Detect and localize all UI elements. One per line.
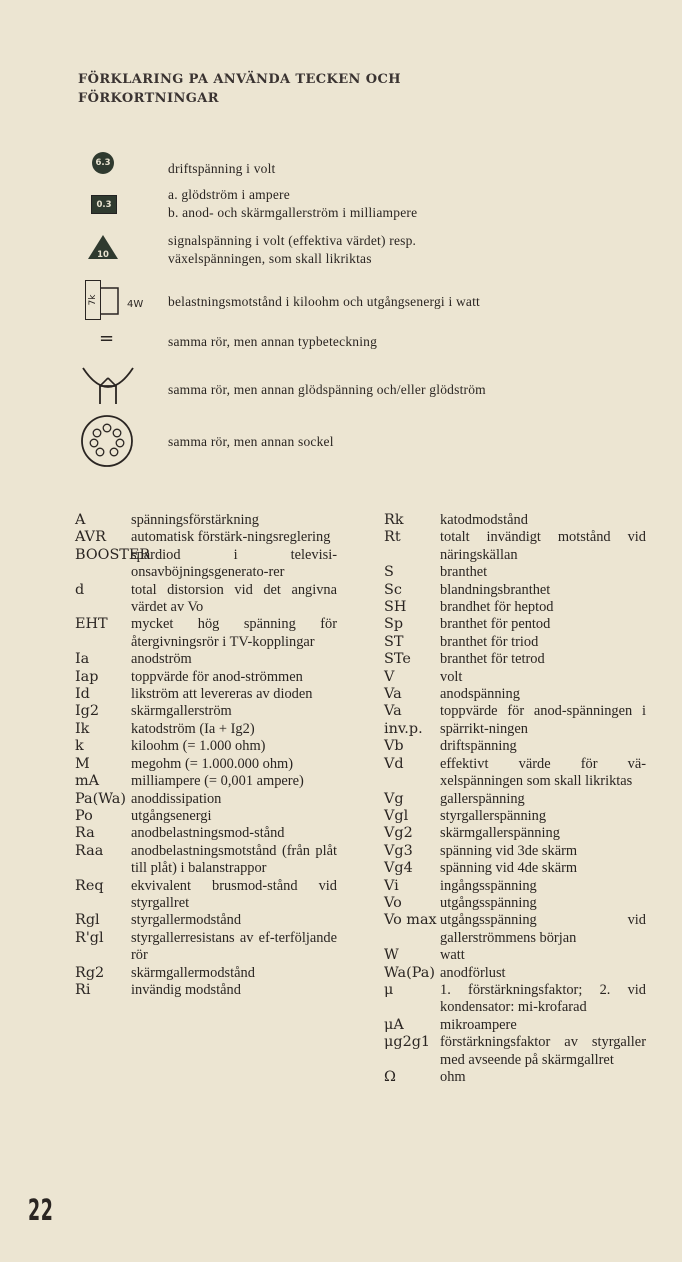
abbreviation-definition: spänningsförstärkning [131, 512, 259, 528]
abbreviation-entry [384, 1017, 646, 1034]
abbreviation-term: Vg [384, 790, 404, 807]
abbreviation-entry [384, 791, 646, 808]
abbreviation-term: Vo max [384, 912, 437, 929]
abbreviation-entry [75, 721, 337, 738]
tube-socket-icon [80, 414, 134, 468]
page-number: 22 [28, 1193, 54, 1227]
abbreviation-term: V [384, 668, 395, 685]
abbreviation-definition: branthet för tetrod [440, 651, 545, 668]
abbreviation-term: Rg2 [75, 964, 105, 981]
abbreviation-term: μ [384, 981, 394, 998]
abbreviation-definition: volt [440, 668, 463, 685]
abbreviation-column-right [384, 512, 646, 1086]
abbreviation-term: Vd [384, 755, 404, 772]
abbreviation-term: Vb [384, 738, 404, 755]
abbreviation-definition: megohm (= 1.000.000 ohm) [131, 755, 293, 772]
abbreviation-definition: invändig modstånd [131, 981, 241, 998]
abbreviation-definition: anodspänning [440, 686, 520, 703]
abbreviation-entry [384, 860, 646, 877]
abbreviation-entry [75, 965, 337, 982]
heading-line-1: FÖRKLARING PA ANVÄNDA TECKEN OCH [78, 72, 401, 87]
abbreviation-term: k [75, 738, 84, 755]
abbreviation-entry [384, 669, 646, 686]
equals-icon: = [99, 328, 115, 349]
abbreviation-term: Sp [384, 616, 404, 633]
legend-row-signal [0, 232, 682, 272]
badge-label: 0.3 [96, 199, 112, 210]
abbreviation-entry [384, 825, 646, 842]
abbreviation-definition: gallerspänning [440, 790, 525, 807]
abbreviation-definition: anodström [131, 651, 192, 668]
abbreviation-entry [75, 512, 337, 529]
abbreviation-term: Iap [75, 668, 99, 685]
abbreviation-definition: ekvivalent brusmod-stånd vid styrgallret [131, 877, 337, 911]
abbreviation-term: Rk [384, 512, 404, 528]
legend-text: samma rör, men annan typbeteckning [168, 334, 378, 349]
abbreviation-definition: katodmodstånd [440, 512, 528, 528]
abbreviation-entry [75, 651, 337, 668]
abbreviation-entry [75, 703, 337, 720]
abbreviation-entry [75, 669, 337, 686]
legend-text: driftspänning i volt [168, 161, 276, 176]
abbreviation-entry [384, 843, 646, 860]
badge-label: 6.3 [95, 158, 111, 168]
abbreviation-entry [75, 912, 337, 929]
heading-line-2: FÖRKORTNINGAR [78, 91, 219, 106]
abbreviation-entry [384, 756, 646, 791]
abbreviation-definition: spänning vid 4de skärm [440, 860, 578, 877]
abbreviation-entry [75, 878, 337, 913]
abbreviation-definition: toppvärde för anod-spänningen i spärrikt-ningen [440, 703, 646, 737]
abbreviation-term: Vo [384, 894, 402, 911]
abbreviation-term: ST [384, 633, 404, 650]
abbreviation-entry [384, 582, 646, 599]
abbreviation-term: Va inv.p. [384, 703, 423, 737]
legend-text: signalspänning i volt (effektiva värdet) resp. [168, 233, 417, 248]
abbreviation-term: Ri [75, 981, 91, 998]
abbreviation-term: mA [75, 773, 100, 790]
legend-row-glodstrom [0, 186, 682, 226]
abbreviation-entry [75, 808, 337, 825]
abbreviation-entry [75, 825, 337, 842]
abbreviation-definition: kiloohm (= 1.000 ohm) [131, 738, 266, 755]
abbreviation-definition: branthet för triod [440, 633, 539, 650]
abbreviation-definition: skärmgallerspänning [440, 825, 560, 842]
abbreviation-definition: likström att levereras av dioden [131, 686, 313, 703]
abbreviation-definition: skärmgallerström [131, 703, 232, 720]
abbreviation-term: Ig2 [75, 703, 100, 720]
abbreviation-definition: förstärkningsfaktor av styrgaller med avseende på skärmgallret [440, 1034, 646, 1068]
abbreviation-entry [384, 982, 646, 1017]
abbreviation-term: Ia [75, 651, 90, 668]
abbreviation-term: Req [75, 877, 104, 894]
abbreviation-definition: branthet [440, 564, 488, 581]
abbreviation-definition: utgångsenergi [131, 807, 212, 824]
abbreviation-definition: mikroampere [440, 1016, 517, 1033]
legend-text: a. glödström i ampere [168, 187, 290, 202]
abbreviation-entry [75, 547, 337, 582]
badge-label: 10 [97, 250, 109, 260]
abbreviation-entry [384, 808, 646, 825]
legend-row-driftspanning [0, 152, 682, 178]
abbreviation-term: A [75, 512, 86, 528]
abbreviation-term: STe [384, 651, 411, 668]
abbreviation-definition: milliampere (= 0,001 ampere) [131, 773, 304, 790]
abbreviation-term: μA [384, 1016, 404, 1033]
abbreviation-entry [384, 703, 646, 738]
legend-text: samma rör, men annan sockel [168, 434, 334, 449]
abbreviation-entry [75, 791, 337, 808]
abbreviation-definition: brandhet för heptod [440, 599, 554, 616]
abbreviation-term: EHT [75, 616, 108, 633]
abbreviation-definition: anodbelastningsmod-stånd [131, 825, 285, 842]
abbreviation-entry [384, 965, 646, 982]
abbreviation-term: Rt [384, 529, 401, 546]
abbreviation-term: Wa(Pa) [384, 964, 435, 981]
abbreviation-definition: skärmgallermodstånd [131, 964, 255, 981]
abbreviation-term: BOOSTER [75, 546, 151, 563]
abbreviation-definition: effektivt värde för vä-xelspänningen som skall likriktas [440, 755, 646, 790]
abbreviation-definition: driftspänning [440, 738, 517, 755]
legend-row-filament [0, 364, 682, 410]
abbreviation-entry [75, 843, 337, 878]
abbreviation-definition: anodförlust [440, 964, 506, 981]
abbreviation-entry [384, 564, 646, 581]
abbreviation-term: Po [75, 807, 93, 824]
abbreviation-definition: utgångsspänning vid gallerströmmens början [440, 912, 646, 946]
abbreviation-definition: automatisk förstärk-ningsreglering [131, 529, 331, 546]
abbreviation-entry [75, 773, 337, 790]
abbreviation-definition: ohm [440, 1069, 466, 1085]
page-heading [78, 70, 638, 108]
abbreviation-term: S [384, 564, 394, 581]
abbreviation-term: Vgl [384, 807, 409, 824]
abbreviation-term: Ra [75, 825, 95, 842]
abbreviation-entry [75, 982, 337, 999]
abbreviation-term: μg2g1 [384, 1034, 431, 1051]
abbreviation-term: W [384, 947, 399, 964]
abbreviation-term: Vg4 [384, 860, 413, 877]
abbreviation-definition: spardiod i televisi-onsavböjningsgenerato-rer [131, 546, 337, 581]
watt-label: 4W [127, 299, 144, 310]
abbreviation-entry [384, 947, 646, 964]
abbreviation-definition: utgångsspänning [440, 894, 537, 911]
abbreviation-entry [75, 529, 337, 546]
abbreviation-term: SH [384, 599, 407, 616]
abbreviation-term: M [75, 755, 90, 772]
legend-text: b. anod- och skärmgallerström i milliampere [168, 205, 418, 220]
abbreviation-term: Rgl [75, 912, 100, 929]
abbreviation-term: Va [384, 686, 402, 703]
abbreviation-term: Vi [384, 877, 399, 894]
badge-label: 7k [88, 294, 98, 306]
abbreviation-definition: mycket hög spänning för återgivningsrör i TV-kopplingar [131, 616, 337, 650]
signal-triangle-icon [88, 235, 118, 259]
abbreviation-definition: totalt invändigt motstånd vid näringskällan [440, 529, 646, 563]
resistor-lead-icon [98, 286, 130, 316]
abbreviation-entry [384, 895, 646, 912]
abbreviation-entry [384, 634, 646, 651]
abbreviation-entry [384, 1069, 646, 1086]
abbreviation-term: R'gl [75, 929, 104, 946]
abbreviation-term: Pa(Wa) [75, 790, 126, 807]
legend-row-resistor [0, 280, 682, 322]
abbreviation-definition: blandningsbranthet [440, 581, 551, 598]
abbreviation-term: Sc [384, 581, 402, 598]
abbreviation-entry [384, 529, 646, 564]
driftspanning-circle-icon [92, 152, 114, 174]
abbreviation-definition: ingångsspänning [440, 877, 537, 894]
abbreviation-entry [384, 878, 646, 895]
abbreviation-term: Raa [75, 842, 104, 859]
abbreviation-entry [75, 582, 337, 617]
abbreviation-definition: total distorsion vid det angivna värdet av Vo [131, 581, 337, 616]
legend-row-socket [0, 414, 682, 470]
abbreviation-entry [384, 616, 646, 633]
abbreviation-entry [75, 686, 337, 703]
abbreviation-definition: anoddissipation [131, 790, 222, 807]
abbreviation-definition: branthet för pentod [440, 616, 551, 633]
abbreviation-definition: styrgallermodstånd [131, 912, 242, 929]
abbreviation-term: d [75, 581, 85, 598]
abbreviation-term: Ik [75, 720, 90, 737]
abbreviation-entry [75, 738, 337, 755]
abbreviation-entry [384, 1034, 646, 1069]
abbreviation-term: Ω [384, 1069, 396, 1085]
abbreviation-entry [384, 651, 646, 668]
abbreviation-entry [384, 686, 646, 703]
abbreviation-entry [75, 616, 337, 651]
abbreviation-definition: 1. förstärkningsfaktor; 2. vid kondensator: mi-krofarad [440, 981, 646, 1016]
abbreviation-entry [384, 912, 646, 947]
abbreviation-definition: styrgallerresistans av ef-terföljande rör [131, 929, 337, 964]
abbreviation-definition: styrgallerspänning [440, 807, 547, 824]
abbreviation-definition: anodbelastningsmotstånd (från plåt till plåt) i balanstrappor [131, 842, 337, 877]
abbreviation-column-left [75, 512, 337, 999]
legend-text: belastningsmotstånd i kiloohm och utgångsenergi i watt [168, 294, 481, 309]
abbreviation-entry [384, 738, 646, 755]
tube-filament-icon [80, 364, 136, 406]
abbreviation-definition: katodström (Ia + Ig2) [131, 720, 255, 737]
abbreviation-term: Vg3 [384, 842, 413, 859]
legend-text: växelspänningen, som skall likriktas [168, 251, 372, 266]
abbreviation-term: AVR [75, 529, 106, 546]
abbreviation-entry [384, 512, 646, 529]
abbreviation-entry [75, 930, 337, 965]
abbreviation-term: Id [75, 686, 90, 703]
legend-row-equals [0, 328, 682, 354]
legend-text: samma rör, men annan glödspänning och/eller glödström [168, 382, 486, 397]
abbreviation-definition: spänning vid 3de skärm [440, 842, 578, 859]
abbreviation-term: Vg2 [384, 825, 413, 842]
glodstrom-box-icon [91, 195, 117, 214]
abbreviation-entry [384, 599, 646, 616]
abbreviation-definition: watt [440, 947, 465, 964]
abbreviation-entry [75, 756, 337, 773]
abbreviation-definition: toppvärde för anod-strömmen [131, 668, 303, 685]
